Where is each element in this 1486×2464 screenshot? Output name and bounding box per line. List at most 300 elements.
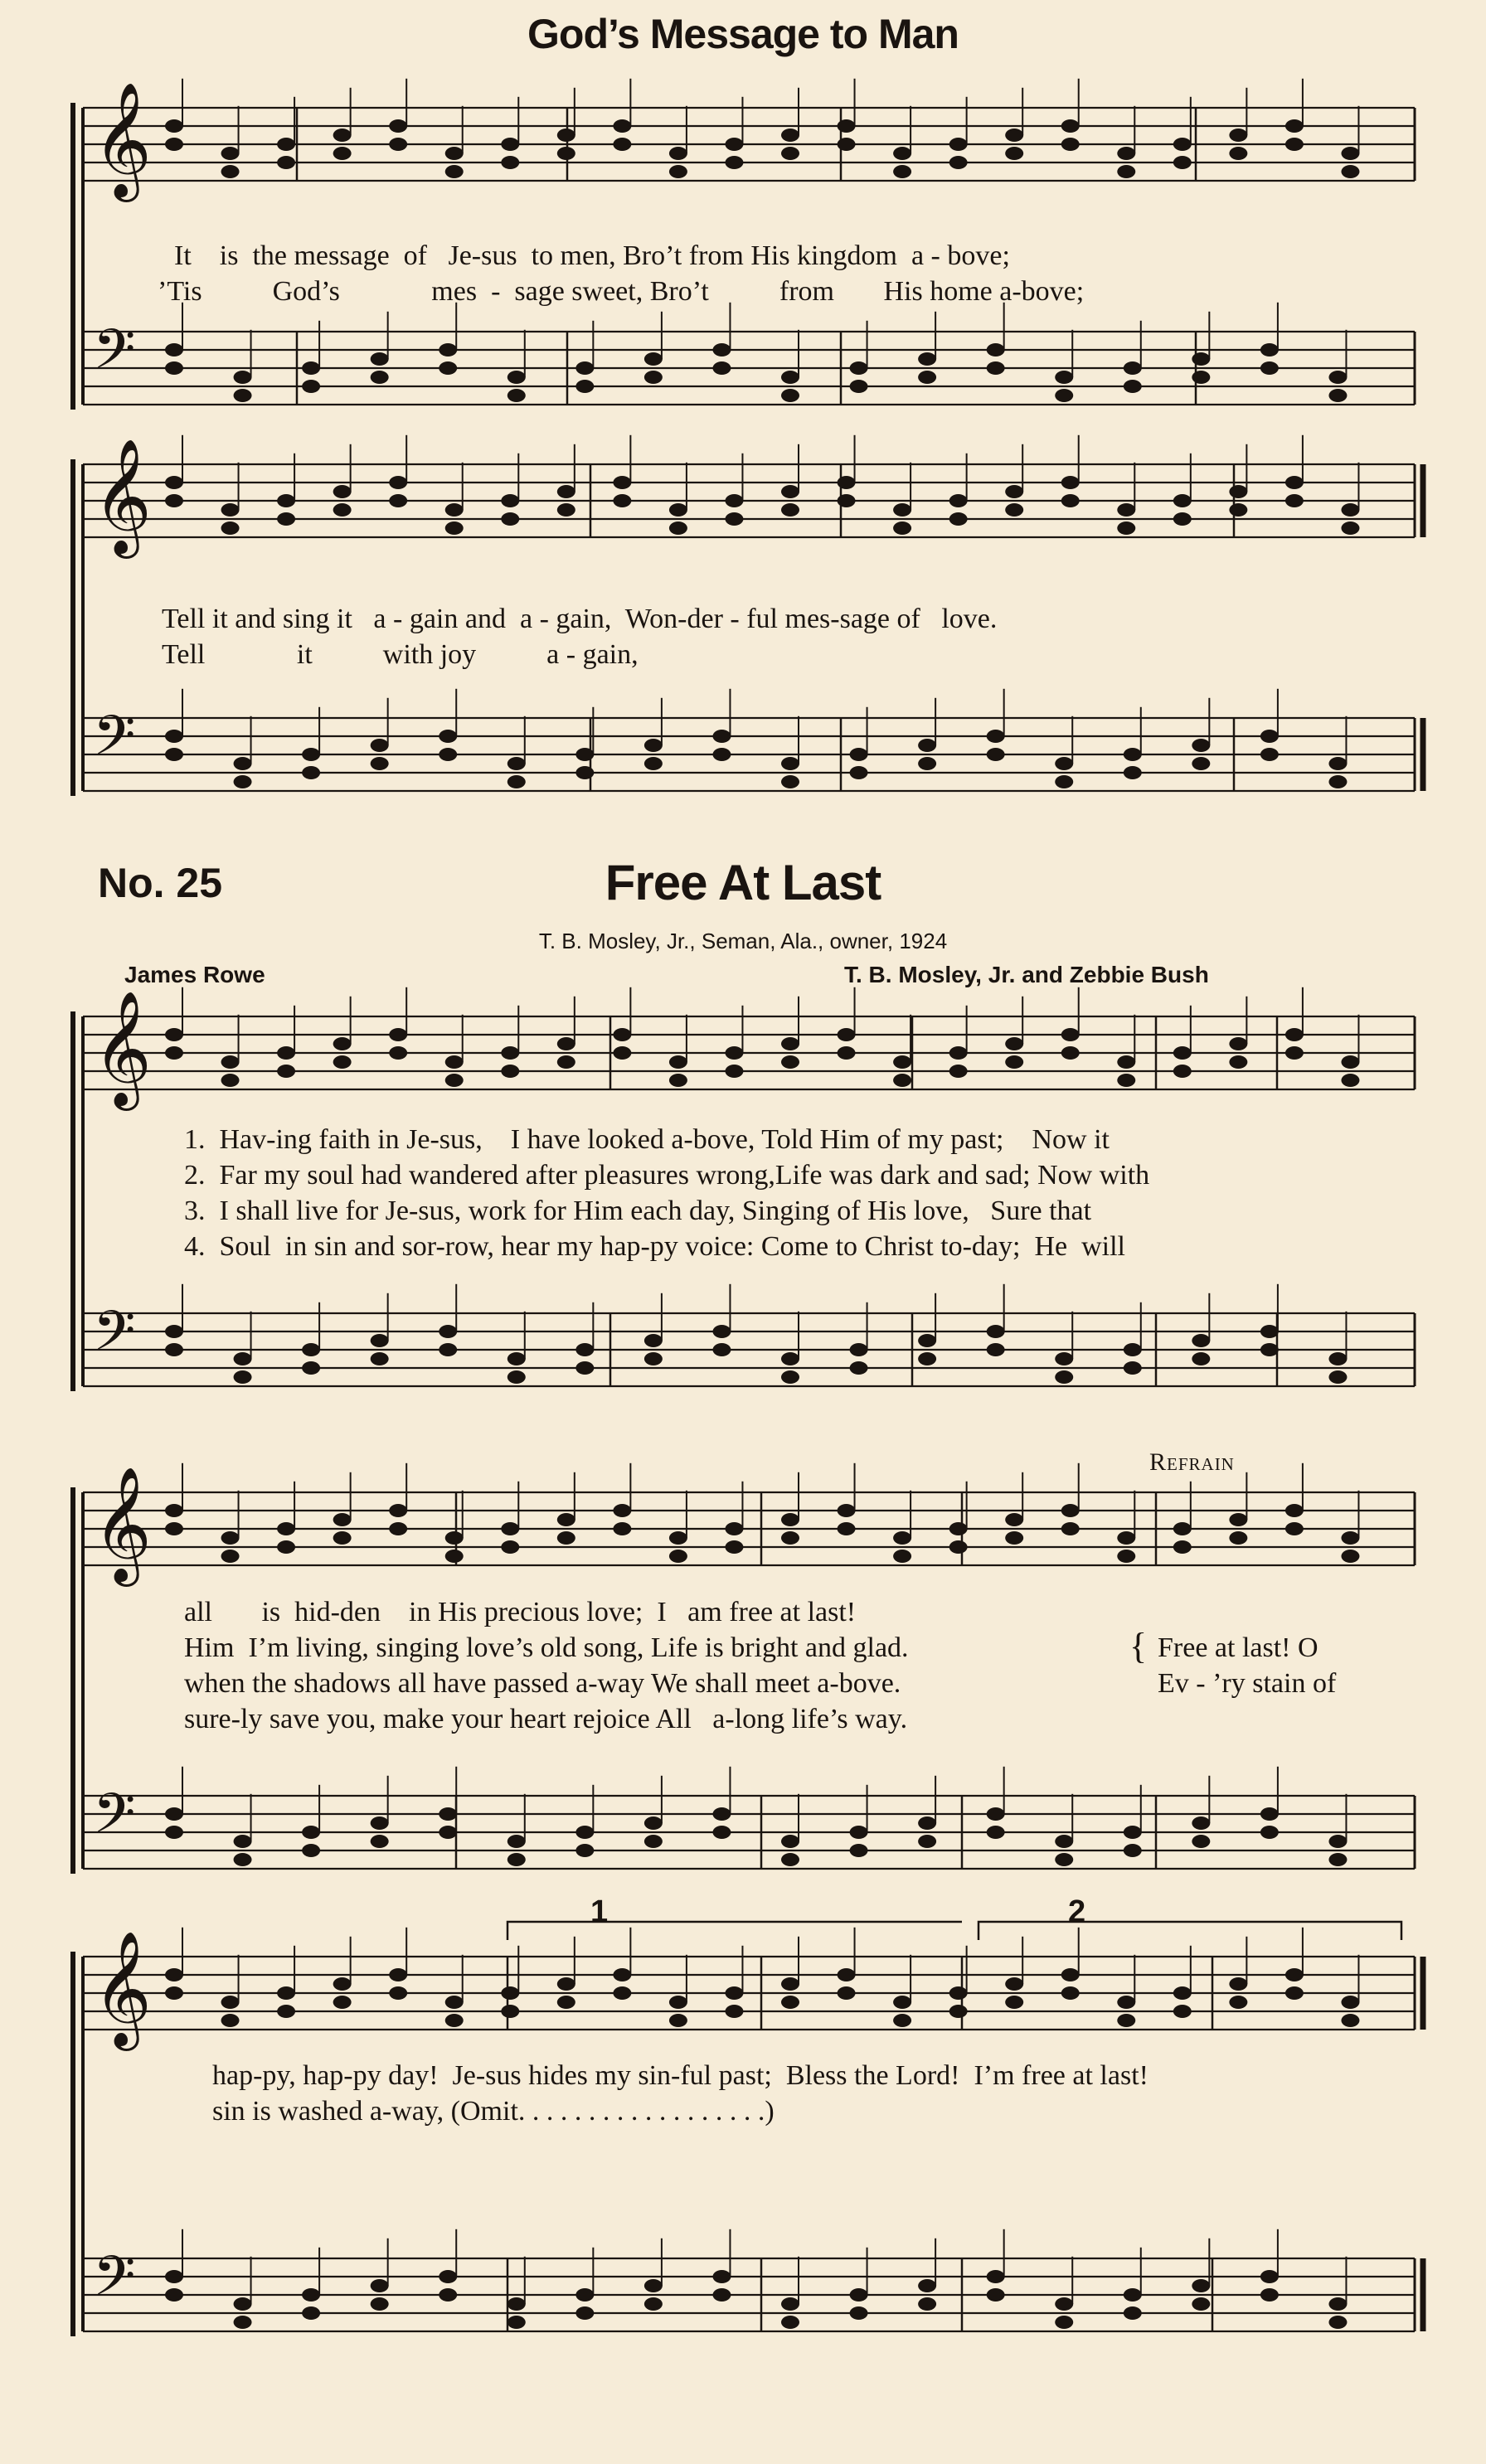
system-4-bass-note bbox=[234, 1835, 252, 1848]
system-4-treble-note bbox=[1117, 1531, 1135, 1545]
system-1-treble-note bbox=[501, 138, 519, 151]
system-1-treble-note bbox=[838, 119, 856, 133]
system-4-treble-note bbox=[1005, 1513, 1023, 1526]
system-1-treble-note bbox=[893, 165, 911, 178]
system-3-bass-note bbox=[644, 1352, 663, 1365]
system-2-treble-note bbox=[1229, 485, 1247, 498]
system-5-bass-note bbox=[234, 2297, 252, 2311]
system-2-bass-note bbox=[850, 748, 868, 761]
system-1-bass-note bbox=[1192, 371, 1210, 384]
system-5-bass-note bbox=[987, 2288, 1005, 2302]
system-5-bass-note bbox=[1124, 2288, 1142, 2302]
system-3-treble-note bbox=[389, 1028, 407, 1041]
system-1-bass-note bbox=[575, 380, 594, 393]
system-1-bass-note bbox=[850, 361, 868, 375]
system-2-treble-note bbox=[501, 494, 519, 507]
system-5-treble-note bbox=[501, 1986, 519, 2000]
system-4-treble-note bbox=[949, 1522, 968, 1535]
system-4-bass-note bbox=[781, 1853, 799, 1866]
system-1-bass-note bbox=[1260, 361, 1279, 375]
system-5-bass-note bbox=[1328, 2297, 1347, 2311]
system-1-treble-note bbox=[1117, 147, 1135, 160]
author-credit: James Rowe bbox=[124, 962, 265, 987]
system-3-treble-note bbox=[1117, 1055, 1135, 1069]
system-5-treble-note bbox=[669, 1996, 687, 2009]
system-5-treble-note bbox=[221, 1996, 240, 2009]
system-3-treble-note bbox=[333, 1055, 352, 1069]
system-3-treble-note bbox=[893, 1055, 911, 1069]
system-5-treble-note bbox=[445, 1996, 464, 2009]
system-4-bass-note bbox=[302, 1826, 320, 1839]
system-4-treble-note bbox=[501, 1540, 519, 1554]
system-2-bass-note bbox=[918, 739, 936, 752]
system-4-bass-note bbox=[1055, 1853, 1073, 1866]
system-2-treble-note bbox=[221, 521, 240, 535]
system-4-treble-note bbox=[1061, 1504, 1080, 1517]
system-5-treble-note bbox=[1173, 2005, 1192, 2018]
system-4-bass-note bbox=[371, 1816, 389, 1830]
system-5-bass-note bbox=[987, 2270, 1005, 2283]
system-2-bass-note bbox=[1192, 757, 1210, 770]
system-5-treble-note bbox=[1229, 1977, 1247, 1991]
verse-brace: { bbox=[1129, 1626, 1148, 1666]
system-1-bass-note bbox=[507, 389, 526, 402]
system-5-bass-note bbox=[371, 2297, 389, 2311]
system-4-treble-clef: 𝄞 bbox=[93, 1467, 152, 1583]
system-4-treble-note bbox=[1341, 1531, 1359, 1545]
system-3-treble-note bbox=[445, 1055, 464, 1069]
system-2-bass-note bbox=[575, 766, 594, 779]
system-4-bass-note bbox=[987, 1807, 1005, 1821]
system-3-bass-note bbox=[1192, 1334, 1210, 1347]
refrain-label: Refrain bbox=[1149, 1448, 1235, 1476]
system-3-treble-note bbox=[501, 1065, 519, 1078]
system-2-treble-note bbox=[445, 503, 464, 517]
system-4-treble-note bbox=[1229, 1531, 1247, 1545]
system-3-bass-note bbox=[439, 1343, 457, 1356]
system-3-treble-note bbox=[1005, 1055, 1023, 1069]
system-1-treble-note bbox=[1173, 156, 1192, 169]
system-3-treble-note bbox=[445, 1074, 464, 1087]
system-3-bass-note bbox=[302, 1343, 320, 1356]
system-4-bass-note bbox=[234, 1853, 252, 1866]
system-3-bass-note bbox=[1055, 1370, 1073, 1384]
system-3-bass-note bbox=[371, 1352, 389, 1365]
system-4-treble-note bbox=[669, 1531, 687, 1545]
system-1-bass-note bbox=[234, 389, 252, 402]
system-5-treble-note bbox=[838, 1986, 856, 2000]
system-2-bass-note bbox=[644, 739, 663, 752]
system-4-bass-note bbox=[644, 1816, 663, 1830]
system-4-bass-note bbox=[918, 1816, 936, 1830]
system-2-treble-note bbox=[893, 521, 911, 535]
system-5-treble-note bbox=[165, 1968, 183, 1981]
system-4-bass-note bbox=[371, 1835, 389, 1848]
system-1-treble-note bbox=[389, 119, 407, 133]
system-5-treble-note bbox=[501, 2005, 519, 2018]
system-5-treble-note bbox=[557, 1977, 575, 1991]
system-4-treble-note bbox=[557, 1531, 575, 1545]
system-3-treble-note bbox=[557, 1055, 575, 1069]
system-3-treble-note bbox=[1173, 1065, 1192, 1078]
second-ending-label: 2 bbox=[1068, 1894, 1086, 1929]
hymn-1-lyric-line-2: ’Tis God’s mes - sage sweet, Bro’t from His home a-bove; bbox=[158, 276, 1085, 307]
system-5-treble-note bbox=[1341, 1996, 1359, 2009]
system-3-treble-note bbox=[221, 1074, 240, 1087]
system-5-treble-note bbox=[1229, 1996, 1247, 2009]
system-4-treble-note bbox=[445, 1531, 464, 1545]
system-4-treble-note bbox=[1173, 1522, 1192, 1535]
system-3-bass-note bbox=[1124, 1343, 1142, 1356]
system-2-treble-note bbox=[501, 512, 519, 526]
system-3-treble-note bbox=[221, 1055, 240, 1069]
system-3-treble-clef: 𝄞 bbox=[93, 991, 152, 1107]
system-4-bass-note bbox=[165, 1826, 183, 1839]
system-3-bass-note bbox=[234, 1352, 252, 1365]
system-2-bass-note bbox=[712, 730, 731, 743]
system-5-bass-note bbox=[1260, 2288, 1279, 2302]
system-3-treble-note bbox=[1285, 1028, 1304, 1041]
system-3-bass-clef: 𝄢 bbox=[93, 1299, 136, 1377]
system-3-bass-note bbox=[1055, 1352, 1073, 1365]
system-2-treble-note bbox=[1061, 494, 1080, 507]
system-1-bass-note bbox=[1192, 352, 1210, 366]
system-4-bass-note bbox=[1192, 1835, 1210, 1848]
system-1-treble-note bbox=[1229, 129, 1247, 142]
system-2-treble-note bbox=[669, 521, 687, 535]
system-1-treble-note bbox=[838, 138, 856, 151]
system-5-treble-note bbox=[1285, 1968, 1304, 1981]
system-4-treble-note bbox=[1173, 1540, 1192, 1554]
system-1-treble-note bbox=[1117, 165, 1135, 178]
system-3-treble-note bbox=[781, 1037, 799, 1050]
hymn-1-lyric-line-4: Tell it with joy a - gain, bbox=[162, 639, 639, 670]
system-4-bass-note bbox=[1124, 1844, 1142, 1857]
system-1-treble-note bbox=[277, 156, 295, 169]
system-2-treble-note bbox=[165, 476, 183, 489]
system-3-treble-note bbox=[725, 1065, 743, 1078]
system-1-treble-note bbox=[1285, 138, 1304, 151]
system-3-treble-note bbox=[165, 1046, 183, 1060]
system-2-bass-note bbox=[987, 730, 1005, 743]
system-2-bass-note bbox=[371, 757, 389, 770]
system-2-bass-note bbox=[1328, 757, 1347, 770]
system-5-treble-note bbox=[838, 1968, 856, 1981]
system-3-bass-note bbox=[371, 1334, 389, 1347]
system-1-bass-note bbox=[1124, 361, 1142, 375]
system-2-bass-note bbox=[1055, 775, 1073, 788]
system-3-treble-note bbox=[557, 1037, 575, 1050]
system-5-treble-note bbox=[1061, 1986, 1080, 2000]
system-3-treble-note bbox=[893, 1074, 911, 1087]
system-2-treble-note bbox=[838, 476, 856, 489]
system-5-treble-note bbox=[1005, 1996, 1023, 2009]
system-2-treble-note bbox=[613, 476, 631, 489]
system-2-treble-note bbox=[1285, 476, 1304, 489]
system-3-bass-note bbox=[507, 1352, 526, 1365]
system-2-bass-note bbox=[1124, 766, 1142, 779]
system-5-bass-note bbox=[575, 2288, 594, 2302]
system-4-treble-note bbox=[1061, 1522, 1080, 1535]
system-4-bass-note bbox=[781, 1835, 799, 1848]
system-3-bass-note bbox=[1260, 1343, 1279, 1356]
system-4-bass-note bbox=[1124, 1826, 1142, 1839]
system-4-treble-note bbox=[725, 1540, 743, 1554]
hymn-1-lyric-line-1: It is the message of Je-sus to men, Bro’t from His kingdom a - bove; bbox=[174, 240, 1010, 271]
system-5-treble-note bbox=[389, 1968, 407, 1981]
system-5-bass-note bbox=[165, 2270, 183, 2283]
system-1-bass-note bbox=[712, 361, 731, 375]
system-1-treble-note bbox=[949, 156, 968, 169]
system-2-bass-note bbox=[165, 730, 183, 743]
system-1-treble-note bbox=[613, 119, 631, 133]
composer-credit: T. B. Mosley, Jr. and Zebbie Bush bbox=[844, 962, 1209, 987]
system-5-bass-note bbox=[302, 2288, 320, 2302]
system-5-bass-note bbox=[781, 2316, 799, 2329]
system-1-treble-note bbox=[949, 138, 968, 151]
system-1-bass-note bbox=[165, 361, 183, 375]
system-3-treble-note bbox=[613, 1046, 631, 1060]
system-1-bass-note bbox=[781, 371, 799, 384]
system-3-treble-note bbox=[1229, 1055, 1247, 1069]
verse-1-cont: all is hid-den in His precious love; I am free at last! bbox=[184, 1597, 857, 1627]
system-4-bass-note bbox=[1260, 1826, 1279, 1839]
system-2-bass-note bbox=[1328, 775, 1347, 788]
system-4-bass-clef: 𝄢 bbox=[93, 1782, 136, 1860]
system-5-treble-note bbox=[781, 1996, 799, 2009]
system-4-bass-note bbox=[507, 1835, 526, 1848]
system-4-treble-note bbox=[221, 1531, 240, 1545]
system-5-treble-note bbox=[669, 2014, 687, 2027]
system-1-treble-note bbox=[1061, 138, 1080, 151]
system-1-bass-note bbox=[302, 380, 320, 393]
system-2-bass-note bbox=[439, 730, 457, 743]
system-2-treble-note bbox=[1061, 476, 1080, 489]
system-3-bass-note bbox=[1260, 1325, 1279, 1338]
system-4-treble-note bbox=[1117, 1550, 1135, 1563]
system-4-bass-note bbox=[987, 1826, 1005, 1839]
system-2-bass-note bbox=[712, 748, 731, 761]
system-3-treble-note bbox=[1341, 1074, 1359, 1087]
system-2-bass-note bbox=[507, 757, 526, 770]
refrain-lyric-1: hap-py, hap-py day! Je-sus hides my sin-ful past; Bless the Lord! I’m free at last! bbox=[212, 2060, 1148, 2091]
system-2-treble-note bbox=[1173, 494, 1192, 507]
system-4-treble-note bbox=[165, 1522, 183, 1535]
system-5-bass-note bbox=[439, 2270, 457, 2283]
system-2-bass-note bbox=[781, 757, 799, 770]
system-5-bass-note bbox=[712, 2288, 731, 2302]
system-1-treble-note bbox=[557, 129, 575, 142]
system-1-bass-note bbox=[987, 361, 1005, 375]
system-2-bass-note bbox=[165, 748, 183, 761]
system-4-bass-note bbox=[850, 1844, 868, 1857]
system-4-bass-note bbox=[165, 1807, 183, 1821]
system-1-treble-note bbox=[1005, 147, 1023, 160]
system-4-treble-note bbox=[613, 1522, 631, 1535]
system-5-bass-note bbox=[507, 2297, 526, 2311]
system-3-treble-note bbox=[1341, 1055, 1359, 1069]
system-3-bass-note bbox=[575, 1361, 594, 1375]
system-2-treble-note bbox=[333, 503, 352, 517]
system-3-treble-note bbox=[781, 1055, 799, 1069]
system-4-bass-note bbox=[1328, 1835, 1347, 1848]
system-3-bass-note bbox=[165, 1325, 183, 1338]
system-3-bass-note bbox=[575, 1343, 594, 1356]
system-4-treble-note bbox=[165, 1504, 183, 1517]
system-2-bass-clef: 𝄢 bbox=[93, 704, 136, 782]
system-1-bass-clef: 𝄢 bbox=[93, 318, 136, 395]
system-2-treble-note bbox=[838, 494, 856, 507]
system-3-treble-note bbox=[725, 1046, 743, 1060]
system-2-treble-note bbox=[389, 494, 407, 507]
system-1-bass-note bbox=[918, 352, 936, 366]
system-2-treble-note bbox=[725, 512, 743, 526]
system-2-treble-note bbox=[613, 494, 631, 507]
system-4-treble-note bbox=[613, 1504, 631, 1517]
system-5-bass-clef: 𝄢 bbox=[93, 2244, 136, 2322]
system-3-bass-note bbox=[781, 1370, 799, 1384]
system-1-bass-note bbox=[439, 343, 457, 357]
system-4-treble-note bbox=[1005, 1531, 1023, 1545]
system-5-treble-note bbox=[221, 2014, 240, 2027]
system-5-treble-note bbox=[1117, 2014, 1135, 2027]
system-5-bass-note bbox=[644, 2279, 663, 2292]
system-2-treble-note bbox=[333, 485, 352, 498]
system-2-bass-note bbox=[1192, 739, 1210, 752]
system-5-treble-clef: 𝄞 bbox=[93, 1931, 152, 2047]
system-1-bass-note bbox=[507, 371, 526, 384]
system-3-treble-note bbox=[1285, 1046, 1304, 1060]
system-4-bass-note bbox=[575, 1826, 594, 1839]
system-2-bass-note bbox=[918, 757, 936, 770]
system-5-treble-note bbox=[1005, 1977, 1023, 1991]
system-3-treble-note bbox=[838, 1028, 856, 1041]
system-5-treble-note bbox=[333, 1996, 352, 2009]
system-5-bass-note bbox=[918, 2297, 936, 2311]
system-3-bass-note bbox=[439, 1325, 457, 1338]
system-1-treble-note bbox=[445, 147, 464, 160]
system-4-bass-note bbox=[644, 1835, 663, 1848]
system-5-bass-note bbox=[165, 2288, 183, 2302]
system-3-bass-note bbox=[165, 1343, 183, 1356]
first-ending-label: 1 bbox=[590, 1894, 609, 1929]
system-5-bass-note bbox=[575, 2306, 594, 2320]
system-5-treble-note bbox=[277, 1986, 295, 2000]
system-5-bass-note bbox=[507, 2316, 526, 2329]
verse-4: 4. Soul in sin and sor-row, hear my hap-py voice: Come to Christ to-day; He will bbox=[184, 1231, 1125, 1262]
system-2-bass-note bbox=[987, 748, 1005, 761]
system-4-treble-note bbox=[333, 1531, 352, 1545]
system-1-treble-note bbox=[165, 138, 183, 151]
system-4-bass-note bbox=[712, 1826, 731, 1839]
system-1-treble-note bbox=[1173, 138, 1192, 151]
hymn-2-title: Free At Last bbox=[605, 855, 881, 910]
system-2-treble-note bbox=[1117, 521, 1135, 535]
system-4-bass-note bbox=[1260, 1807, 1279, 1821]
system-4-bass-note bbox=[918, 1835, 936, 1848]
system-4-treble-note bbox=[838, 1504, 856, 1517]
system-1-treble-note bbox=[1341, 147, 1359, 160]
system-5-treble-note bbox=[725, 2005, 743, 2018]
copyright-line: T. B. Mosley, Jr., Seman, Ala., owner, 1924 bbox=[538, 929, 948, 953]
system-1-bass-note bbox=[1124, 380, 1142, 393]
system-5-bass-note bbox=[234, 2316, 252, 2329]
system-4-treble-note bbox=[838, 1522, 856, 1535]
system-3-bass-note bbox=[918, 1352, 936, 1365]
system-3-bass-note bbox=[1328, 1370, 1347, 1384]
system-3-bass-note bbox=[1124, 1361, 1142, 1375]
system-4-bass-note bbox=[850, 1826, 868, 1839]
system-2-treble-note bbox=[725, 494, 743, 507]
system-2-treble-note bbox=[277, 494, 295, 507]
system-2-bass-note bbox=[234, 775, 252, 788]
system-2-bass-note bbox=[1124, 748, 1142, 761]
system-2-bass-note bbox=[371, 739, 389, 752]
system-1-treble-note bbox=[389, 138, 407, 151]
system-4-bass-note bbox=[439, 1826, 457, 1839]
system-3-bass-note bbox=[302, 1361, 320, 1375]
system-5-treble-note bbox=[949, 1986, 968, 2000]
system-4-treble-note bbox=[221, 1550, 240, 1563]
system-3-treble-note bbox=[165, 1028, 183, 1041]
system-4-treble-note bbox=[333, 1513, 352, 1526]
system-3-treble-note bbox=[501, 1046, 519, 1060]
system-5-bass-note bbox=[1328, 2316, 1347, 2329]
system-5-treble-note bbox=[1173, 1986, 1192, 2000]
system-5-bass-note bbox=[712, 2270, 731, 2283]
system-4-treble-note bbox=[949, 1540, 968, 1554]
system-5-treble-note bbox=[1341, 2014, 1359, 2027]
system-3-bass-note bbox=[987, 1343, 1005, 1356]
system-1-bass-note bbox=[644, 371, 663, 384]
system-2-treble-note bbox=[1229, 503, 1247, 517]
system-1-bass-note bbox=[987, 343, 1005, 357]
system-4-treble-note bbox=[277, 1540, 295, 1554]
system-1-treble-note bbox=[333, 129, 352, 142]
system-3-bass-note bbox=[850, 1361, 868, 1375]
system-2-treble-note bbox=[1341, 503, 1359, 517]
system-5-treble-note bbox=[613, 1968, 631, 1981]
system-3-treble-note bbox=[277, 1046, 295, 1060]
system-1-treble-note bbox=[165, 119, 183, 133]
system-1-treble-note bbox=[1005, 129, 1023, 142]
system-2-bass-note bbox=[1055, 757, 1073, 770]
system-5-treble-note bbox=[1061, 1968, 1080, 1981]
system-2-treble-note bbox=[165, 494, 183, 507]
system-1-bass-note bbox=[575, 361, 594, 375]
system-2-bass-note bbox=[507, 775, 526, 788]
system-3-bass-note bbox=[1192, 1352, 1210, 1365]
system-3-treble-note bbox=[333, 1037, 352, 1050]
system-3-treble-note bbox=[277, 1065, 295, 1078]
system-3-treble-note bbox=[1005, 1037, 1023, 1050]
system-2-treble-note bbox=[557, 503, 575, 517]
system-5-treble-note bbox=[389, 1986, 407, 2000]
system-4-bass-note bbox=[575, 1844, 594, 1857]
system-1-bass-note bbox=[1328, 371, 1347, 384]
system-5-bass-note bbox=[439, 2288, 457, 2302]
system-2-bass-note bbox=[234, 757, 252, 770]
system-1-bass-note bbox=[781, 389, 799, 402]
system-2-treble-note bbox=[949, 494, 968, 507]
system-5-treble-note bbox=[949, 2005, 968, 2018]
system-3-bass-note bbox=[1328, 1352, 1347, 1365]
second-ending-bracket bbox=[979, 1922, 1401, 1940]
system-3-treble-note bbox=[389, 1046, 407, 1060]
system-2-bass-note bbox=[781, 775, 799, 788]
refrain-start-2: Ev - ’ry stain of bbox=[1158, 1668, 1337, 1699]
system-4-treble-note bbox=[1285, 1522, 1304, 1535]
